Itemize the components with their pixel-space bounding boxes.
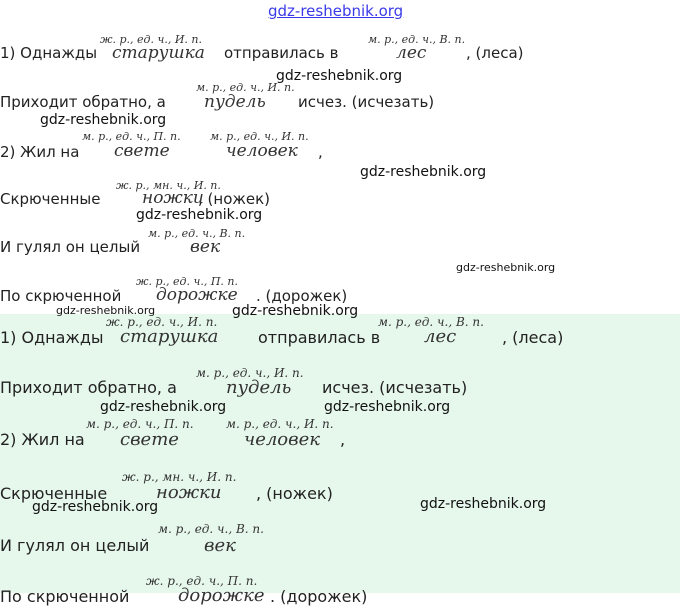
handwritten-word: старушка — [120, 326, 219, 347]
handwritten-word: дорожке — [178, 585, 265, 606]
annotation: м. р., ед. ч., В. п. — [378, 315, 484, 329]
watermark: gdz-reshebnik.org — [136, 207, 263, 223]
handwritten-word: лес — [396, 43, 427, 63]
sentence-text: 2) Жил на — [0, 143, 80, 161]
sentence-text: , — [340, 430, 346, 449]
sentence-text: По скрюченной — [0, 287, 122, 305]
watermark: gdz-reshebnik.org — [232, 303, 359, 319]
sentence-text: . (дорожек) — [270, 587, 368, 606]
annotation: м. р., ед. ч., П. п. — [82, 130, 181, 143]
sentence-text: отправилась в — [224, 44, 339, 62]
handwritten-word: пудель — [204, 92, 266, 112]
sentence-text: отправилась в — [258, 328, 381, 347]
watermark: gdz-reshebnik.org — [456, 261, 556, 274]
handwritten-word: ножки — [142, 188, 204, 208]
watermark: gdz-reshebnik.org — [40, 112, 167, 128]
sentence-text: Скрюченные — [0, 190, 101, 208]
sentence-text: , (ножек) — [198, 190, 271, 208]
handwritten-word: дорожке — [156, 285, 238, 305]
watermark: gdz-reshebnik.org — [420, 496, 547, 512]
watermark: gdz-reshebnik.org — [100, 399, 227, 415]
sentence-text: По скрюченной — [0, 587, 130, 606]
annotation: ж. р., ед. ч., И. п. — [100, 33, 203, 46]
sentence-text: исчез. (исчезать) — [298, 93, 435, 111]
watermark: gdz-reshebnik.org — [360, 164, 487, 180]
annotation: ж. р., мн. ч., И. п. — [116, 179, 221, 192]
annotation: м. р., ед. ч., И. п. — [196, 366, 304, 380]
sentence-text: Приходит обратно, а — [0, 93, 166, 111]
watermark: gdz-reshebnik.org — [324, 399, 451, 415]
annotation: ж. р., ед. ч., П. п. — [136, 275, 239, 288]
annotation: м. р., ед. ч., П. п. — [86, 417, 194, 431]
sentence-text: , — [318, 143, 323, 161]
sentence-text: 2) Жил на — [0, 430, 85, 449]
annotation: м. р., ед. ч., И. п. — [196, 81, 295, 94]
handwritten-word: свете — [114, 141, 170, 161]
sentence-text: , (леса) — [466, 44, 524, 62]
watermark: gdz-reshebnik.org — [56, 304, 156, 317]
handwritten-word: свете — [120, 429, 179, 450]
sentence-text: 1) Однажды — [0, 328, 104, 347]
sentence-text: . (дорожек) — [256, 287, 348, 305]
handwritten-word: век — [204, 535, 236, 556]
handwritten-word: лес — [424, 326, 457, 347]
sentence-text: И гулял он целый — [0, 238, 141, 256]
handwritten-word: ножки — [156, 482, 222, 503]
handwritten-word: человек — [244, 429, 321, 450]
watermark: gdz-reshebnik.org — [276, 68, 403, 84]
sentence-text: Приходит обратно, а — [0, 378, 177, 397]
sentence-text: исчез. (исчезать) — [322, 378, 468, 397]
annotation: м. р., ед. ч., И. п. — [226, 417, 334, 431]
annotation: ж. р., ед. ч., П. п. — [146, 574, 258, 588]
sentence-text: 1) Однажды — [0, 44, 98, 62]
sentence-text: И гулял он целый — [0, 536, 150, 555]
sentence-text: , (ножек) — [256, 484, 333, 503]
sentence-text: , (леса) — [502, 328, 564, 347]
annotation: м. р., ед. ч., И. п. — [210, 130, 309, 143]
annotation: м. р., ед. ч., В. п. — [368, 33, 466, 46]
annotation: ж. р., мн. ч., И. п. — [122, 470, 237, 484]
watermark: gdz-reshebnik.org — [32, 499, 159, 515]
handwritten-word: пудель — [226, 377, 292, 398]
annotation: ж. р., ед. ч., И. п. — [106, 315, 218, 329]
handwritten-word: век — [190, 237, 221, 257]
sentence-text: Скрюченные — [0, 484, 108, 503]
handwritten-word: человек — [226, 141, 298, 161]
annotation: м. р., ед. ч., В. п. — [148, 227, 246, 240]
handwritten-word: старушка — [112, 43, 205, 63]
annotation: м. р., ед. ч., В. п. — [158, 522, 264, 536]
watermark-top: gdz-reshebnik.org — [268, 2, 404, 20]
